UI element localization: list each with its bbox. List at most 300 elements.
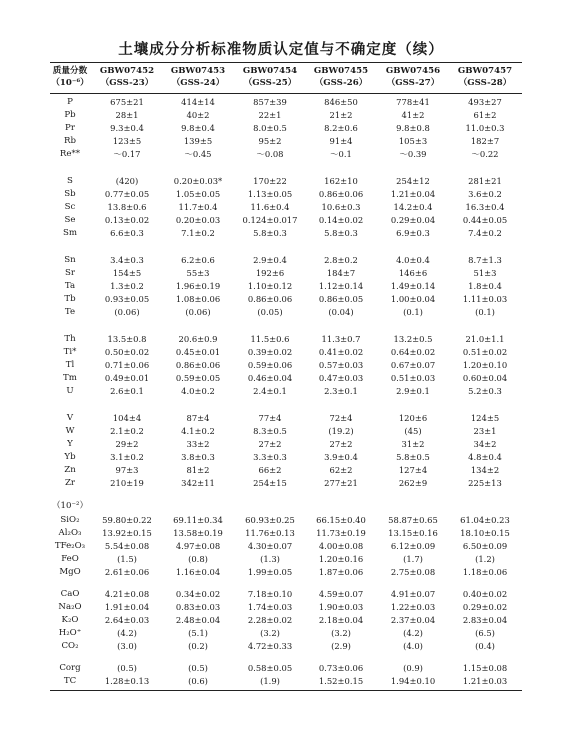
- table-cell: 72±4: [329, 413, 353, 423]
- table-cell: 4.21±0.08: [104, 589, 150, 599]
- table-cell: (0.04): [328, 307, 354, 317]
- table-row: [50, 188, 522, 201]
- table-cell: 1.96±0.19: [175, 281, 221, 291]
- table-cell: 162±10: [324, 176, 358, 186]
- table-cell: 134±2: [470, 465, 500, 475]
- column-code: GBW07456: [385, 66, 441, 76]
- table-cell: 87±4: [186, 413, 210, 423]
- table-cell: 7.1±0.2: [181, 228, 215, 238]
- page-title: 土壤成分分析标准物质认定值与不确定度（续）: [118, 42, 444, 58]
- table-cell: 184±7: [326, 268, 356, 278]
- row-label: Sn: [64, 255, 76, 265]
- table-row: [50, 588, 522, 601]
- table-cell: 675±21: [110, 97, 144, 107]
- row-label: TFe₂O₃: [54, 541, 86, 551]
- table-cell: 1.08±0.06: [175, 294, 221, 304]
- table-cell: 69.11±0.34: [173, 515, 223, 525]
- table-cell: ～0.17: [113, 149, 141, 159]
- table-cell: 139±5: [183, 136, 213, 146]
- table-cell: 13.58±0.19: [173, 528, 223, 538]
- table-cell: 1.49±0.14: [390, 281, 436, 291]
- column-header: [306, 65, 376, 89]
- column-code: GBW07455: [313, 66, 369, 76]
- table-cell: 154±5: [112, 268, 142, 278]
- row-label: （10⁻²）: [51, 501, 89, 511]
- table-cell: 0.13±0.02: [104, 215, 150, 225]
- row-label: Pb: [64, 110, 76, 120]
- table-cell: 2.9±0.1: [396, 386, 430, 396]
- table-cell: 493±27: [468, 97, 502, 107]
- table-cell: 11.5±0.6: [250, 334, 290, 344]
- table-cell: 1.20±0.16: [318, 554, 364, 564]
- table-cell: 6.2±0.6: [181, 255, 215, 265]
- table-cell: 3.9±0.4: [324, 452, 358, 462]
- table-cell: 146±6: [398, 268, 428, 278]
- table-cell: 11.73±0.19: [316, 528, 366, 538]
- table-header: [50, 65, 522, 91]
- table-cell: 210±19: [110, 478, 144, 488]
- table-cell: 8.7±1.3: [468, 255, 502, 265]
- table-cell: 91±4: [329, 136, 353, 146]
- table-row: [50, 601, 522, 614]
- table-cell: 2.18±0.04: [318, 615, 364, 625]
- table-cell: 277±21: [324, 478, 358, 488]
- table-cell: 16.3±0.4: [465, 202, 505, 212]
- table-cell: (0.2): [188, 641, 208, 651]
- table-cell: 0.45±0.01: [175, 347, 221, 357]
- table-cell: 1.74±0.03: [247, 602, 293, 612]
- table-cell: ～0.45: [184, 149, 212, 159]
- table-cell: 11.76±0.13: [245, 528, 295, 538]
- row-label: Te: [64, 307, 76, 317]
- table-cell: 778±41: [396, 97, 430, 107]
- table-cell: 1.91±0.04: [104, 602, 150, 612]
- table-cell: (3.2): [260, 628, 280, 638]
- table-cell: 33±2: [186, 439, 210, 449]
- table-cell: 10.6±0.3: [321, 202, 361, 212]
- table-cell: 22±1: [258, 110, 282, 120]
- table-row: [50, 451, 522, 464]
- row-label: Se: [64, 215, 76, 225]
- table-cell: 0.93±0.05: [104, 294, 150, 304]
- table-cell: 0.83±0.03: [175, 602, 221, 612]
- table-cell: 11.3±0.7: [321, 334, 361, 344]
- table-cell: 27±2: [258, 439, 282, 449]
- table-cell: 0.64±0.02: [390, 347, 436, 357]
- table-cell: (1.7): [403, 554, 423, 564]
- row-label: Y: [67, 439, 73, 449]
- table-cell: 4.00±0.08: [318, 541, 364, 551]
- table-cell: 342±11: [181, 478, 215, 488]
- table-row: [50, 96, 522, 109]
- table-cell: 2.83±0.04: [462, 615, 508, 625]
- table-row: [50, 201, 522, 214]
- table-cell: (0.05): [257, 307, 283, 317]
- table-row: [50, 464, 522, 477]
- row-label: Tl: [65, 360, 75, 370]
- row-label: FeO: [61, 554, 79, 564]
- row-label: Tm: [63, 373, 77, 383]
- table-cell: 1.12±0.14: [318, 281, 364, 291]
- row-label: CO₂: [61, 641, 79, 651]
- table-cell: 41±2: [401, 110, 425, 120]
- table-cell: 34±2: [473, 439, 497, 449]
- table-cell: 2.37±0.04: [390, 615, 436, 625]
- table-cell: 11.6±0.4: [250, 202, 290, 212]
- table-cell: 0.86±0.06: [247, 294, 293, 304]
- table-cell: 1.15±0.08: [462, 663, 508, 673]
- table-cell: ～0.1: [330, 149, 352, 159]
- table-cell: 3.3±0.3: [253, 452, 287, 462]
- table-cell: 0.41±0.02: [318, 347, 364, 357]
- table-cell: 4.8±0.4: [468, 452, 502, 462]
- row-label: P: [67, 97, 73, 107]
- column-header: [378, 65, 448, 89]
- table-cell: 1.21±0.04: [390, 189, 436, 199]
- column-code: GBW07457: [457, 66, 513, 76]
- table-cell: (4.2): [403, 628, 423, 638]
- table-cell: 27±2: [329, 439, 353, 449]
- table-row: [50, 175, 522, 188]
- table-cell: 23±1: [473, 426, 497, 436]
- table-cell: (0.06): [185, 307, 211, 317]
- row-label: Yb: [64, 452, 76, 462]
- table-cell: (0.5): [188, 663, 208, 673]
- table-cell: 0.59±0.06: [247, 360, 293, 370]
- table-cell: 62±2: [329, 465, 353, 475]
- table-row: [50, 254, 522, 267]
- table-cell: 4.0±0.2: [181, 386, 215, 396]
- row-label: Zr: [64, 478, 76, 488]
- table-cell: 0.44±0.05: [462, 215, 508, 225]
- table-cell: 846±50: [324, 97, 358, 107]
- row-label: V: [66, 413, 74, 423]
- header-unit-label: 质量分数: [52, 66, 88, 76]
- table-row: [50, 477, 522, 490]
- column-sample: （GSS-27）: [386, 78, 440, 88]
- table-cell: 20.6±0.9: [178, 334, 218, 344]
- table-cell: 120±6: [398, 413, 428, 423]
- table-cell: 2.48±0.04: [175, 615, 221, 625]
- table-cell: (19.2): [328, 426, 354, 436]
- table-cell: (0.5): [117, 663, 137, 673]
- table-cell: 21±2: [329, 110, 353, 120]
- row-label: Ta: [64, 281, 76, 291]
- column-code: GBW07452: [99, 66, 155, 76]
- table-cell: 31±2: [401, 439, 425, 449]
- table-cell: 13.15±0.16: [388, 528, 438, 538]
- table-cell: 1.10±0.12: [247, 281, 293, 291]
- table-cell: 4.1±0.2: [181, 426, 215, 436]
- table-cell: 0.58±0.05: [247, 663, 293, 673]
- table-cell: 254±15: [253, 478, 287, 488]
- table-cell: 2.75±0.08: [390, 567, 436, 577]
- table-cell: 0.73±0.06: [318, 663, 364, 673]
- table-row: [50, 514, 522, 527]
- row-label: Rb: [64, 136, 76, 146]
- table-cell: (4.2): [117, 628, 137, 638]
- table-row: [50, 500, 522, 513]
- table-cell: 4.91±0.07: [390, 589, 436, 599]
- table-row: [50, 267, 522, 280]
- table-cell: (6.5): [475, 628, 495, 638]
- column-sample: （GSS-26）: [314, 78, 368, 88]
- table-cell: (0.9): [403, 663, 423, 673]
- table-cell: 0.86±0.06: [175, 360, 221, 370]
- column-sample: （GSS-23）: [100, 78, 154, 88]
- table-cell: (3.0): [117, 641, 137, 651]
- table-row: [50, 148, 522, 161]
- table-cell: (0.06): [114, 307, 140, 317]
- row-label: MgO: [59, 567, 81, 577]
- table-cell: 61.04±0.23: [460, 515, 510, 525]
- table-cell: 51±3: [473, 268, 497, 278]
- header-unit-exponent: （10⁻⁶）: [51, 78, 89, 88]
- table-cell: (0.1): [475, 307, 495, 317]
- table-cell: 1.87±0.06: [318, 567, 364, 577]
- column-header: [92, 65, 162, 89]
- table-cell: 40±2: [186, 110, 210, 120]
- table-row: [50, 109, 522, 122]
- table-cell: 0.60±0.04: [462, 373, 508, 383]
- table-cell: 3.1±0.2: [110, 452, 144, 462]
- table-row: [50, 135, 522, 148]
- table-cell: 0.50±0.02: [104, 347, 150, 357]
- table-cell: 4.97±0.08: [175, 541, 221, 551]
- row-label: Na₂O: [58, 602, 82, 612]
- table-cell: 1.13±0.05: [247, 189, 293, 199]
- table-cell: 414±14: [181, 97, 215, 107]
- table-cell: 8.0±0.5: [253, 123, 287, 133]
- table-cell: 124±5: [470, 413, 500, 423]
- table-cell: 7.4±0.2: [468, 228, 502, 238]
- column-sample: （GSS-24）: [171, 78, 225, 88]
- row-label: Sc: [64, 202, 76, 212]
- table-cell: 0.71±0.06: [104, 360, 150, 370]
- table-cell: 13.5±0.8: [107, 334, 147, 344]
- table-cell: 123±5: [112, 136, 142, 146]
- table-cell: ～0.39: [399, 149, 427, 159]
- table-cell: 18.10±0.15: [460, 528, 510, 538]
- top-rule: [50, 62, 522, 63]
- table-cell: 6.9±0.3: [396, 228, 430, 238]
- table-cell: 13.8±0.6: [107, 202, 147, 212]
- table-cell: 0.51±0.02: [462, 347, 508, 357]
- table-cell: 66.15±0.40: [316, 515, 366, 525]
- table-cell: 1.94±0.10: [390, 676, 436, 686]
- table-cell: 857±39: [253, 97, 287, 107]
- table-cell: 60.93±0.25: [245, 515, 295, 525]
- row-label: W: [65, 426, 75, 436]
- table-cell: 0.86±0.06: [318, 189, 364, 199]
- row-label: Sm: [62, 228, 78, 238]
- table-cell: 0.59±0.05: [175, 373, 221, 383]
- table-cell: 77±4: [258, 413, 282, 423]
- table-cell: 97±3: [115, 465, 139, 475]
- column-code: GBW07453: [170, 66, 226, 76]
- table-cell: 0.20±0.03: [175, 215, 221, 225]
- table-cell: 2.28±0.02: [247, 615, 293, 625]
- table-cell: 170±22: [253, 176, 287, 186]
- table-row: [50, 662, 522, 675]
- table-cell: (0.8): [188, 554, 208, 564]
- table-cell: 182±7: [470, 136, 500, 146]
- row-label: Th: [64, 334, 76, 344]
- table-row: [50, 425, 522, 438]
- table-cell: 0.39±0.02: [247, 347, 293, 357]
- row-label: Tb: [64, 294, 76, 304]
- table-cell: 2.61±0.06: [104, 567, 150, 577]
- table-cell: 11.0±0.3: [465, 123, 505, 133]
- table-cell: 9.3±0.4: [110, 123, 144, 133]
- table-cell: 2.9±0.4: [253, 255, 287, 265]
- row-label: U: [66, 386, 74, 396]
- table-cell: 1.28±0.13: [104, 676, 150, 686]
- table-cell: 1.8±0.4: [468, 281, 502, 291]
- table-cell: 2.64±0.03: [104, 615, 150, 625]
- table-cell: (1.5): [117, 554, 137, 564]
- column-header: [450, 65, 520, 89]
- table-cell: ～0.22: [471, 149, 499, 159]
- table-cell: 0.34±0.02: [175, 589, 221, 599]
- table-cell: 3.6±0.2: [468, 189, 502, 199]
- row-label: Zn: [64, 465, 76, 475]
- table-cell: (1.9): [260, 676, 280, 686]
- table-cell: 105±3: [398, 136, 428, 146]
- table-cell: 0.86±0.05: [318, 294, 364, 304]
- table-cell: ～0.08: [256, 149, 284, 159]
- table-cell: 5.2±0.3: [468, 386, 502, 396]
- table-cell: 127±4: [398, 465, 428, 475]
- table-cell: 192±6: [255, 268, 285, 278]
- table-row: [50, 627, 522, 640]
- table-row: [50, 412, 522, 425]
- table-cell: 104±4: [112, 413, 142, 423]
- table-row: [50, 640, 522, 653]
- table-cell: 1.52±0.15: [318, 676, 364, 686]
- table-cell: 55±3: [186, 268, 210, 278]
- table-row: [50, 293, 522, 306]
- row-label: Sr: [65, 268, 75, 278]
- table-cell: 9.8±0.8: [396, 123, 430, 133]
- table-cell: (420): [115, 176, 139, 186]
- table-cell: 61±2: [473, 110, 497, 120]
- table-cell: (3.2): [331, 628, 351, 638]
- table-row: [50, 527, 522, 540]
- row-label: Al₂O₃: [58, 528, 82, 538]
- table-cell: 4.72±0.33: [247, 641, 293, 651]
- table-cell: (4.0): [403, 641, 423, 651]
- table-cell: 66±2: [258, 465, 282, 475]
- table-cell: (45): [404, 426, 422, 436]
- column-sample: （GSS-28）: [458, 78, 512, 88]
- row-label: Sb: [64, 189, 76, 199]
- table-row: [50, 214, 522, 227]
- table-row: [50, 122, 522, 135]
- table-cell: 3.4±0.3: [110, 255, 144, 265]
- bottom-rule: [50, 690, 522, 691]
- table-cell: 0.47±0.03: [318, 373, 364, 383]
- table-cell: 0.29±0.02: [462, 602, 508, 612]
- table-cell: 1.3±0.2: [110, 281, 144, 291]
- row-label: Pr: [65, 123, 75, 133]
- row-label: Re**: [59, 149, 81, 159]
- column-header: [235, 65, 305, 89]
- table-cell: 1.18±0.06: [462, 567, 508, 577]
- row-label: Corg: [59, 663, 81, 673]
- table-cell: 29±2: [115, 439, 139, 449]
- table-cell: 0.29±0.04: [390, 215, 436, 225]
- table-cell: 2.6±0.1: [110, 386, 144, 396]
- table-cell: 0.40±0.02: [462, 589, 508, 599]
- table-cell: 6.50±0.09: [462, 541, 508, 551]
- table-row: [50, 346, 522, 359]
- table-row: [50, 675, 522, 688]
- table-cell: 58.87±0.65: [388, 515, 438, 525]
- row-label: K₂O: [61, 615, 79, 625]
- table-cell: 225±13: [468, 478, 502, 488]
- table-cell: 2.4±0.1: [253, 386, 287, 396]
- table-cell: 0.49±0.01: [104, 373, 150, 383]
- row-label: SiO₂: [60, 515, 80, 525]
- table-cell: 0.14±0.02: [318, 215, 364, 225]
- header-rule: [50, 93, 522, 94]
- table-cell: 59.80±0.22: [102, 515, 152, 525]
- table-cell: 1.21±0.03: [462, 676, 508, 686]
- row-label: CaO: [60, 589, 80, 599]
- table-cell: 13.2±0.5: [393, 334, 433, 344]
- table-cell: 0.67±0.07: [390, 360, 436, 370]
- row-label: TC: [63, 676, 77, 686]
- table-cell: 0.46±0.04: [247, 373, 293, 383]
- table-row: [50, 553, 522, 566]
- table-cell: (5.1): [188, 628, 208, 638]
- table-cell: 1.05±0.05: [175, 189, 221, 199]
- table-cell: 5.8±0.3: [324, 228, 358, 238]
- table-cell: 1.90±0.03: [318, 602, 364, 612]
- table-cell: 2.8±0.2: [324, 255, 358, 265]
- table-cell: 0.57±0.03: [318, 360, 364, 370]
- table-cell: 0.20±0.03*: [173, 176, 223, 186]
- table-row: [50, 540, 522, 553]
- table-cell: 1.16±0.04: [175, 567, 221, 577]
- table-cell: 11.7±0.4: [178, 202, 218, 212]
- table-cell: 1.99±0.05: [247, 567, 293, 577]
- table-cell: 0.77±0.05: [104, 189, 150, 199]
- table-cell: 2.1±0.2: [110, 426, 144, 436]
- table-cell: 3.8±0.3: [181, 452, 215, 462]
- table-cell: (2.9): [331, 641, 351, 651]
- table-cell: 8.2±0.6: [324, 123, 358, 133]
- table-cell: (1.2): [475, 554, 495, 564]
- table-cell: 28±1: [115, 110, 139, 120]
- table-cell: 254±12: [396, 176, 430, 186]
- table-cell: 6.12±0.09: [390, 541, 436, 551]
- header-unit-cell: [50, 65, 90, 89]
- table-cell: 1.00±0.04: [390, 294, 436, 304]
- table-row: [50, 614, 522, 627]
- table-row: [50, 306, 522, 319]
- table-cell: 262±9: [398, 478, 428, 488]
- column-header: [163, 65, 233, 89]
- table-cell: 5.8±0.3: [253, 228, 287, 238]
- table-cell: 4.30±0.07: [247, 541, 293, 551]
- table-cell: 0.124±0.017: [242, 215, 298, 225]
- table-cell: 8.3±0.5: [253, 426, 287, 436]
- table-row: [50, 372, 522, 385]
- table-cell: (1.3): [260, 554, 280, 564]
- table-row: [50, 227, 522, 240]
